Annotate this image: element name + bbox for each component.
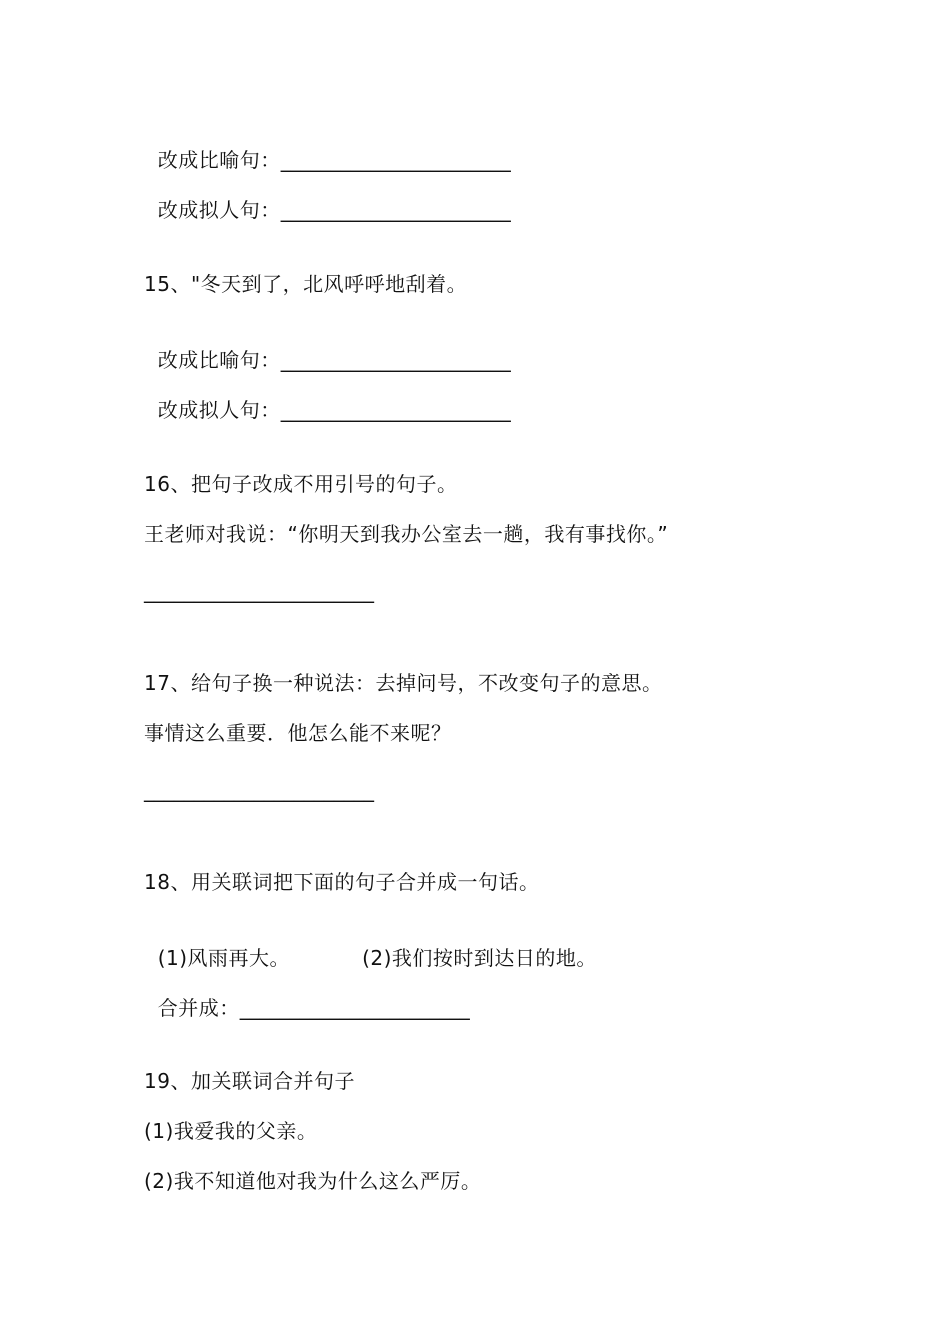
q17-answer-blank[interactable]: _______________________ [144,778,374,802]
q18-merge-line [144,969,470,1021]
q17-sentence: 事情这么重要．他怎么能不来呢？ [144,721,452,745]
q19-part2: (2)我不知道他对我为什么这么严厉。 [144,1169,482,1193]
personification-answer-blank[interactable]: _______________________ [280,198,511,222]
q18-part2: (2)我们按时到达日的地。 [362,946,597,970]
q16-title: 16、把句子改成不用引号的句子。 [144,472,458,496]
prefix-simile-line [144,121,511,173]
q19-part1: (1)我爱我的父亲。 [144,1119,318,1143]
merge-label: 合并成： [157,996,240,1020]
personification-label: 改成拟人句： [157,398,281,422]
merge-answer-blank[interactable]: _______________________ [239,996,470,1020]
personification-label: 改成拟人句： [157,198,281,222]
simile-answer-blank[interactable]: _______________________ [280,348,511,372]
q18-title: 18、用关联词把下面的句子合并成一句话。 [144,870,540,894]
simile-answer-blank[interactable]: _______________________ [280,148,511,172]
personification-answer-blank[interactable]: _______________________ [280,398,511,422]
q16-sentence: 王老师对我说：“你明天到我办公室去一趟，我有事找你。” [144,522,669,546]
q18-parts-line [144,919,597,971]
q16-answer-blank[interactable]: _______________________ [144,579,374,603]
q15-simile-line [144,321,511,373]
q18-part1: (1)风雨再大。 [157,946,291,970]
simile-label: 改成比喻句： [157,148,281,172]
q19-title: 19、加关联词合并句子 [144,1069,355,1093]
simile-label: 改成比喻句： [157,348,281,372]
q15-personification-line [144,371,511,423]
prefix-personification-line [144,171,511,223]
q17-title: 17、给句子换一种说法：去掉问号，不改变句子的意思。 [144,671,663,695]
q15-title: 15、"冬天到了，北风呼呼地刮着。 [144,272,468,296]
